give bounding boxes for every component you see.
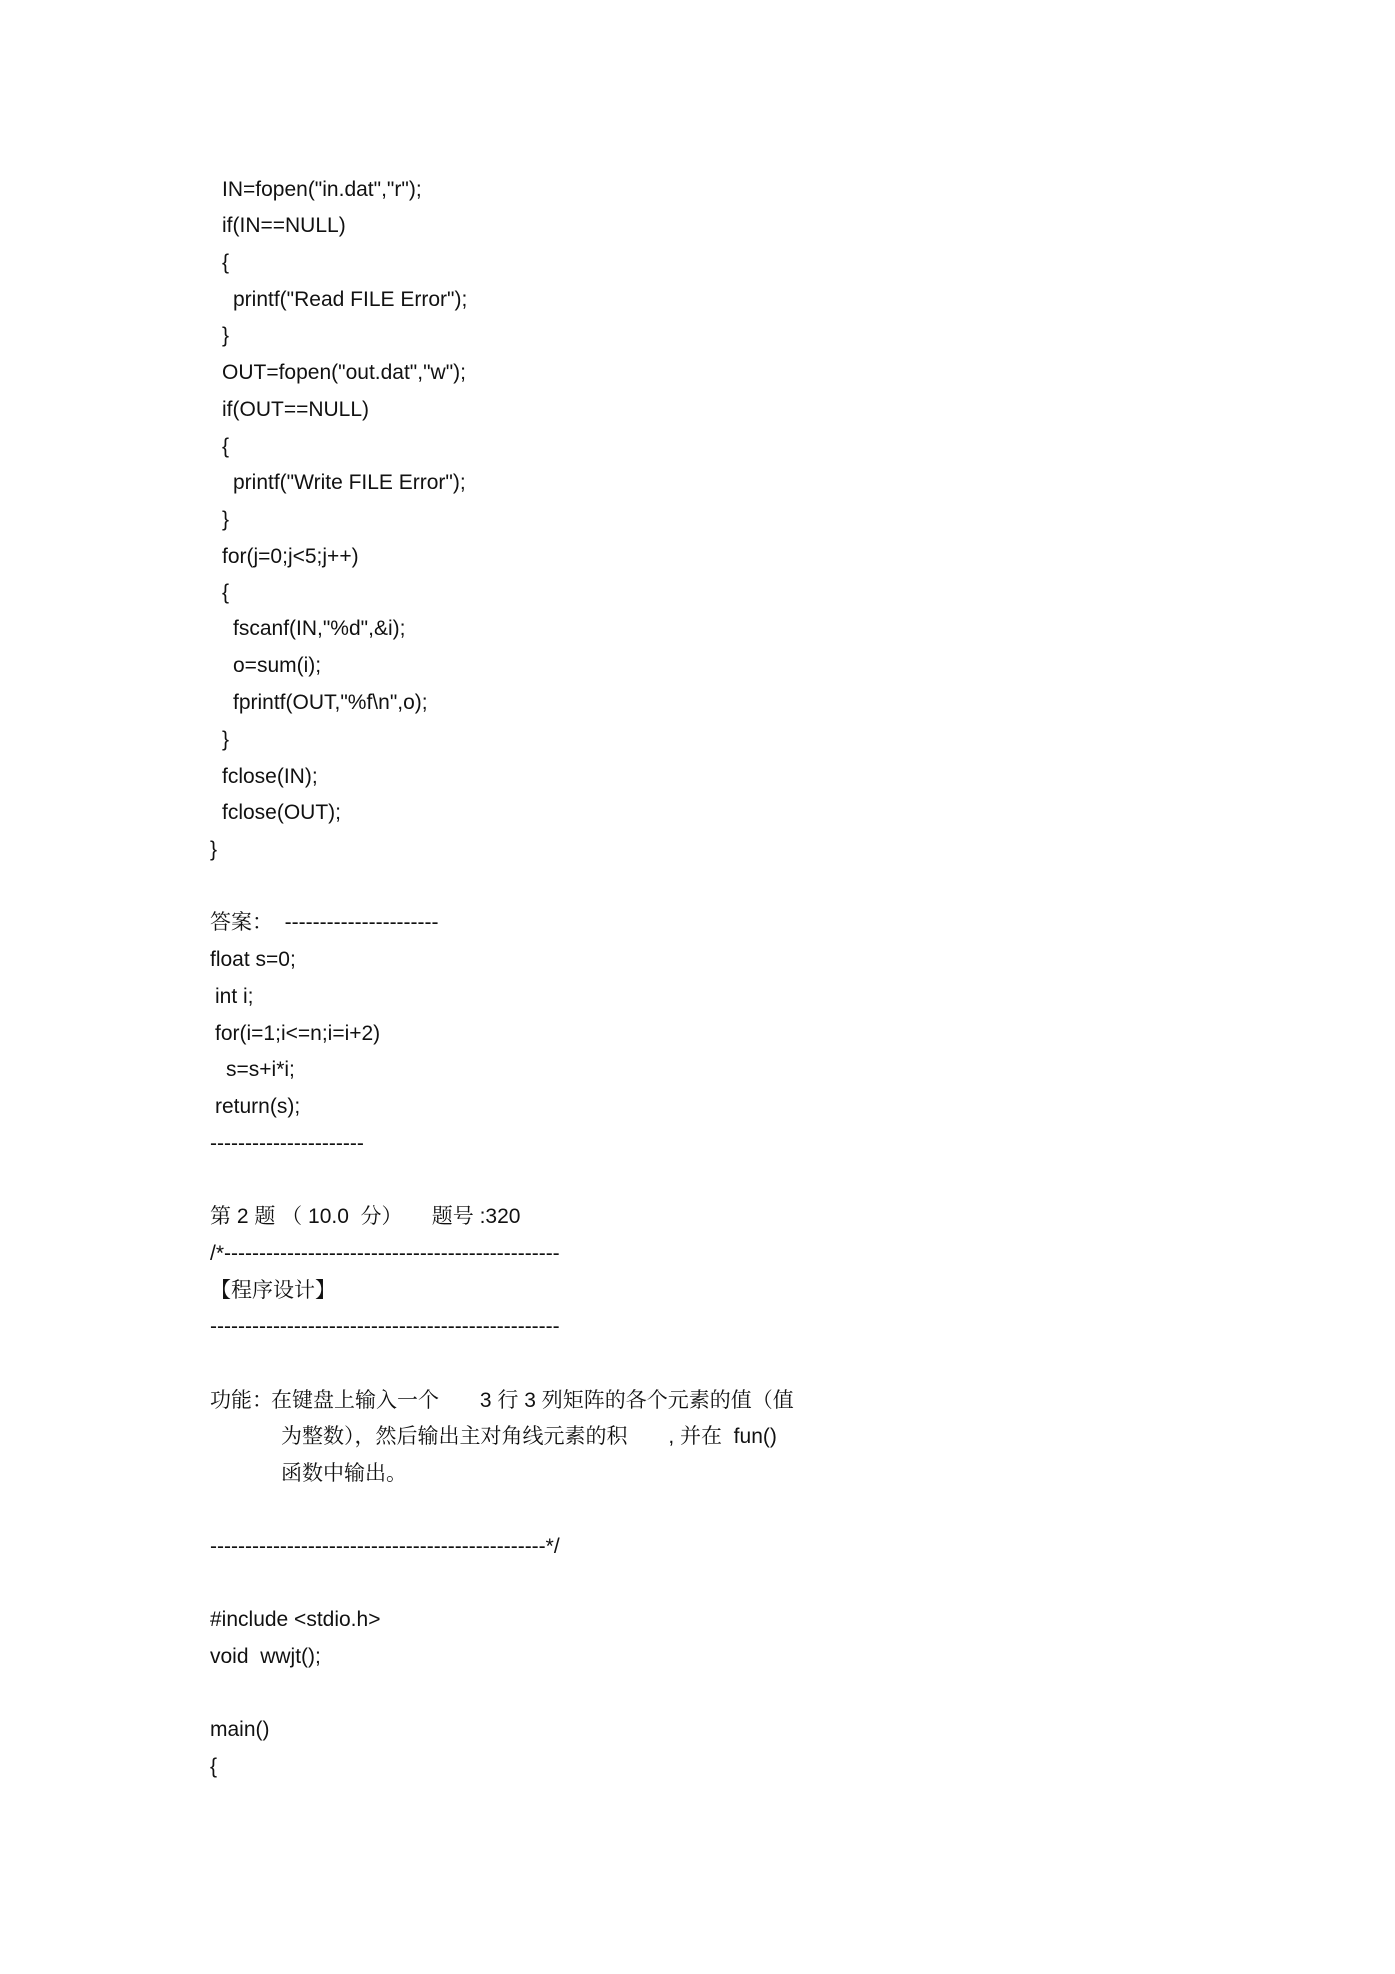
code-line: o=sum(i); xyxy=(233,654,322,677)
code-line: printf("Read FILE Error"); xyxy=(233,288,468,311)
section-title: 【程序设计】 xyxy=(210,1279,336,1302)
code-line: for(j=0;j<5;j++) xyxy=(222,545,359,568)
function-label: 功能： xyxy=(210,1389,273,1412)
comment-open: /*------------------------------------------------ xyxy=(210,1242,560,1265)
function-description-line: 在键盘上输入一个 3 行 3 列矩阵的各个元素的值（值 xyxy=(271,1389,794,1412)
code-line: void wwjt(); xyxy=(210,1645,321,1668)
code-line: } xyxy=(222,508,230,531)
code-line: if(OUT==NULL) xyxy=(222,398,370,421)
answer-divider: ---------------------- xyxy=(210,1132,364,1155)
function-description-line: 为整数），然后输出主对角线元素的积 , 并在 fun() xyxy=(281,1425,777,1448)
answer-code-line: return(s); xyxy=(215,1095,301,1118)
code-line: fscanf(IN,"%d",&i); xyxy=(233,617,406,640)
code-line: #include <stdio.h> xyxy=(210,1608,381,1631)
code-line: { xyxy=(222,435,230,458)
code-line: } xyxy=(222,728,230,751)
answer-code-line: float s=0; xyxy=(210,948,296,971)
answer-code-line: int i; xyxy=(215,985,254,1008)
code-line: { xyxy=(222,581,230,604)
code-line: } xyxy=(222,324,230,347)
code-line: fclose(IN); xyxy=(222,765,318,788)
code-line: IN=fopen("in.dat","r"); xyxy=(222,178,422,201)
question-header: 第 2 题 （ 10.0 分） 题号 :320 xyxy=(210,1205,521,1228)
code-line: fclose(OUT); xyxy=(222,801,342,824)
code-line: if(IN==NULL) xyxy=(222,214,346,237)
code-line: main() xyxy=(210,1718,270,1741)
comment-close: ------------------------------------------------*/ xyxy=(210,1535,560,1558)
code-line: fprintf(OUT,"%f\n",o); xyxy=(233,691,428,714)
answer-label: 答案： ---------------------- xyxy=(210,911,439,934)
code-line: printf("Write FILE Error"); xyxy=(233,471,466,494)
code-line: OUT=fopen("out.dat","w"); xyxy=(222,361,467,384)
section-divider: -------------------------------------------------- xyxy=(210,1315,560,1338)
answer-code-line: for(i=1;i<=n;i=i+2) xyxy=(215,1022,381,1045)
function-description-line: 函数中输出。 xyxy=(281,1462,407,1485)
code-line: { xyxy=(222,251,230,274)
code-line: { xyxy=(210,1755,218,1778)
answer-code-line: s=s+i*i; xyxy=(226,1058,295,1081)
code-line: } xyxy=(210,838,218,861)
